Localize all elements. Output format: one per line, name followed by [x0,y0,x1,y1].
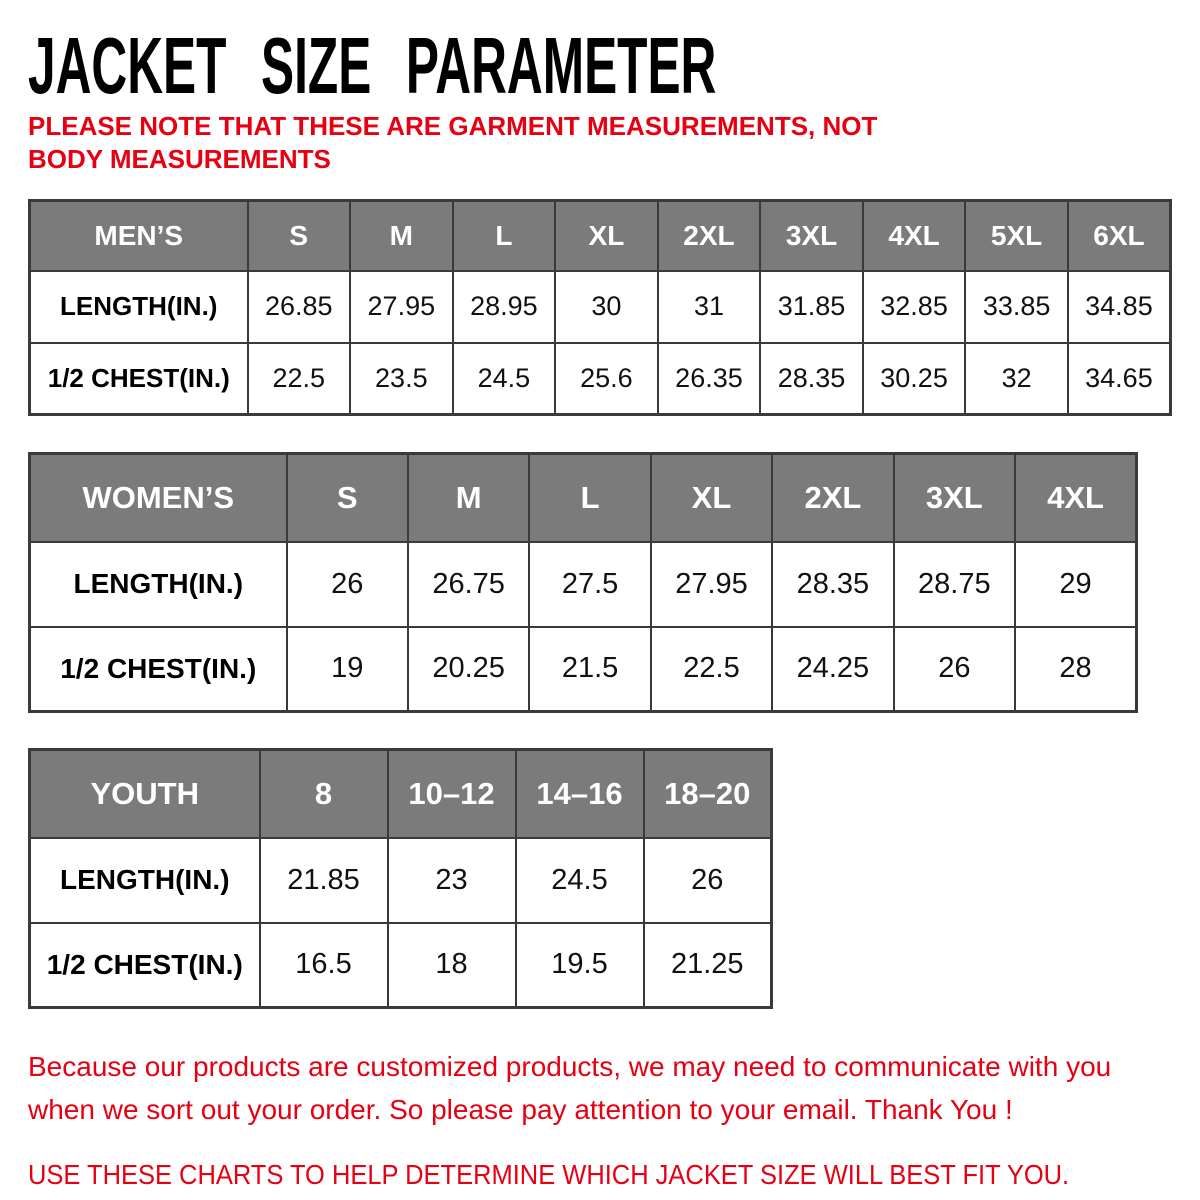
mens-row-label: LENGTH(IN.) [30,271,248,343]
mens-size-header-cell: 5XL [965,201,1068,271]
mens-size-header-cell: 6XL [1068,201,1171,271]
mens-data-row [30,343,1171,415]
womens-data-row [30,627,1137,712]
customization-notice: Because our products are customized products, we may need to communicate with you when we sort out your order. So please pay attention to your email. Thank You ! [28,1051,1112,1125]
womens-measurement-value: 28 [1015,627,1136,712]
womens-size-header-cell: M [408,454,529,542]
mens-measurement-value: 28.95 [453,271,556,343]
mens-header-row [30,201,1171,271]
youth-size-table [28,748,773,1009]
mens-measurement-value: 34.65 [1068,343,1171,415]
youth-row-label: LENGTH(IN.) [30,838,260,923]
mens-size-header-cell: L [453,201,556,271]
womens-measurement-value: 29 [1015,542,1136,627]
mens-measurement-value: 32.85 [863,271,966,343]
womens-measurement-value: 28.75 [894,542,1015,627]
mens-measurement-value: 27.95 [350,271,453,343]
womens-size-header-cell: XL [651,454,772,542]
youth-measurement-value: 23 [388,838,516,923]
mens-measurement-value: 28.35 [760,343,863,415]
womens-table-title-cell: WOMEN’S [30,454,287,542]
womens-measurement-value: 28.35 [772,542,893,627]
mens-measurement-value: 32 [965,343,1068,415]
mens-size-table [28,199,1172,416]
womens-measurement-value: 19 [287,627,408,712]
mens-measurement-value: 24.5 [453,343,556,415]
mens-size-header-cell: S [248,201,351,271]
womens-measurement-value: 27.95 [651,542,772,627]
mens-measurement-value: 25.6 [555,343,658,415]
mens-measurement-value: 30.25 [863,343,966,415]
youth-measurement-value: 24.5 [516,838,644,923]
youth-data-row [30,923,772,1008]
mens-size-header-cell: M [350,201,453,271]
womens-measurement-value: 26 [894,627,1015,712]
mens-measurement-value: 33.85 [965,271,1068,343]
womens-row-label: 1/2 CHEST(IN.) [30,627,287,712]
womens-size-header-cell: L [529,454,650,542]
youth-size-header-cell: 8 [260,750,388,838]
womens-data-row [30,542,1137,627]
youth-data-row [30,838,772,923]
mens-size-header-cell: 2XL [658,201,761,271]
womens-header-row [30,454,1137,542]
youth-measurement-value: 18 [388,923,516,1008]
garment-measurement-note: PLEASE NOTE THAT THESE ARE GARMENT MEASUREMENTS, NOT BODY MEASUREMENTS [28,111,878,174]
mens-row-label: 1/2 CHEST(IN.) [30,343,248,415]
womens-size-header-cell: S [287,454,408,542]
mens-data-row [30,271,1171,343]
mens-measurement-value: 34.85 [1068,271,1171,343]
mens-size-header-cell: 4XL [863,201,966,271]
womens-size-header-cell: 4XL [1015,454,1136,542]
womens-size-header-cell: 3XL [894,454,1015,542]
mens-measurement-value: 31.85 [760,271,863,343]
youth-measurement-value: 19.5 [516,923,644,1008]
youth-measurement-value: 21.85 [260,838,388,923]
mens-size-header-cell: 3XL [760,201,863,271]
mens-measurement-value: 26.35 [658,343,761,415]
womens-measurement-value: 22.5 [651,627,772,712]
womens-measurement-value: 21.5 [529,627,650,712]
mens-measurement-value: 23.5 [350,343,453,415]
youth-row-label: 1/2 CHEST(IN.) [30,923,260,1008]
womens-measurement-value: 24.25 [772,627,893,712]
youth-size-header-cell: 14–16 [516,750,644,838]
chart-usage-instruction: USE THESE CHARTS TO HELP DETERMINE WHICH JACKET SIZE WILL BEST FIT YOU. [28,1159,1070,1190]
womens-size-header-cell: 2XL [772,454,893,542]
womens-measurement-value: 26 [287,542,408,627]
mens-table-title-cell: MEN’S [30,201,248,271]
womens-row-label: LENGTH(IN.) [30,542,287,627]
mens-measurement-value: 22.5 [248,343,351,415]
youth-measurement-value: 16.5 [260,923,388,1008]
youth-size-header-cell: 18–20 [644,750,772,838]
mens-size-header-cell: XL [555,201,658,271]
mens-measurement-value: 30 [555,271,658,343]
youth-header-row [30,750,772,838]
womens-measurement-value: 26.75 [408,542,529,627]
womens-measurement-value: 27.5 [529,542,650,627]
mens-measurement-value: 31 [658,271,761,343]
page-title: JACKET SIZE PARAMETER [28,21,717,110]
womens-size-table [28,452,1138,713]
youth-table-title-cell: YOUTH [30,750,260,838]
youth-size-header-cell: 10–12 [388,750,516,838]
mens-measurement-value: 26.85 [248,271,351,343]
womens-measurement-value: 20.25 [408,627,529,712]
youth-measurement-value: 21.25 [644,923,772,1008]
size-tables-container [28,199,1200,1009]
youth-measurement-value: 26 [644,838,772,923]
